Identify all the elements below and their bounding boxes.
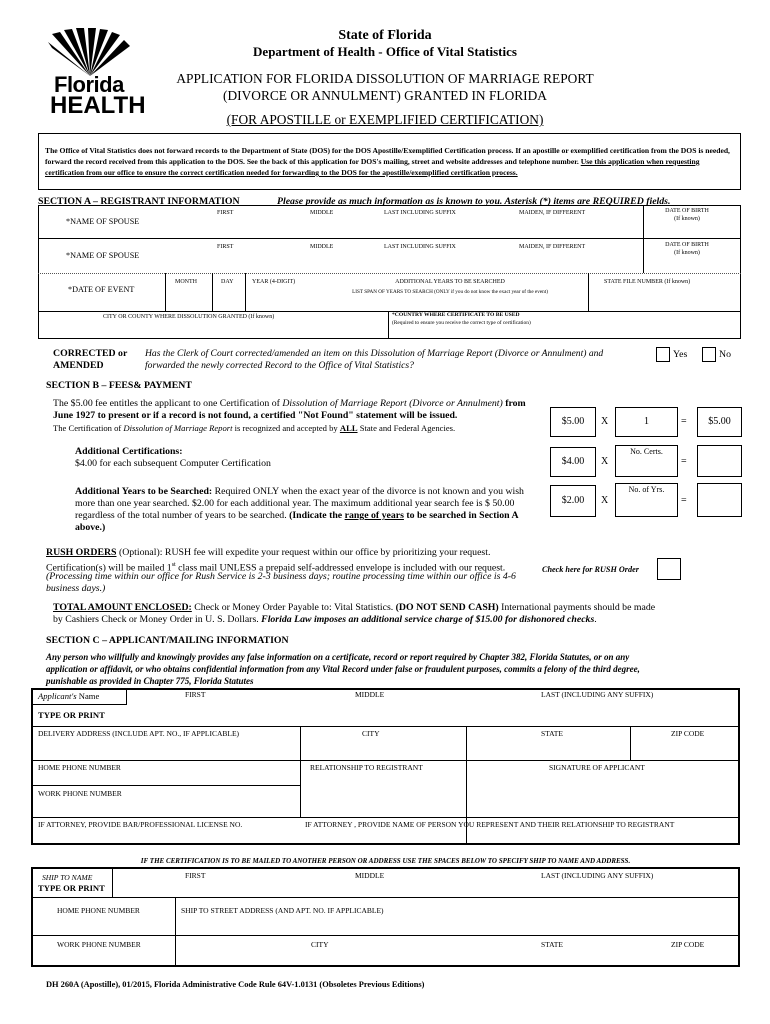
attorney-license: IF ATTORNEY, PROVIDE BAR/PROFESSIONAL LICENSE NO. [38, 820, 243, 829]
fee-line3-a: The Certification of [53, 423, 124, 433]
notice-part1: The Office of Vital Statistics does not forward records to the Department of State (DOS) for the DOS Apostille/Exemplified Certification process. If an apostille or exemplified certification from the DOS is needed, forward the record received from this application to the DOS. See the back of this application for DOS's mailing, street and website addresses and telephone number. [45, 146, 730, 166]
corrected-label1: CORRECTED or [53, 348, 128, 359]
spouse2-dob-known: (If known) [674, 250, 700, 256]
spouse1-last: LAST INCLUDING SUFFIX [384, 210, 456, 216]
add-years-l3b: (Indicate the [289, 510, 345, 521]
ship-table [31, 867, 740, 967]
delivery-address: DELIVERY ADDRESS (INCLUDE APT. NO., IF APPLICABLE) [38, 729, 240, 738]
event-year: YEAR (4-DIGIT) [252, 279, 296, 285]
no-certs-label: No. Certs. [630, 447, 663, 456]
rush-line3: (Processing time within our office for Rush Service is 2-3 business days; routine processing time within our office is 4-6 [46, 571, 516, 582]
add-years-title: Additional Years to be Searched: [75, 486, 213, 497]
applicant-zip: ZIP CODE [671, 729, 705, 738]
add-years-line2: more than one year searched. $2.00 for each additional year. The maximum additional year search fee is $ 50.00 [75, 498, 515, 509]
spouse2-middle: MIDDLE [310, 244, 334, 250]
rush-order-checkbox[interactable] [657, 558, 681, 580]
fee-line2-b: or if a record is not found, a certified "Not Found" statement will be issued. [139, 410, 458, 421]
total-l2a: by Cashiers Check or Money Order in U. S. Dollars. [53, 614, 262, 625]
total2-box[interactable] [697, 445, 742, 477]
spouse2-label: *NAME OF SPOUSE [66, 251, 140, 260]
notice-text [45, 145, 738, 178]
ship-zip: ZIP CODE [671, 940, 705, 949]
corrected-question1: Has the Clerk of Court corrected/amended an item on this Dissolution of Marriage Report (Divorce or Annulment) and [145, 348, 604, 359]
ship-state: STATE [541, 940, 563, 949]
spouse2-first: FIRST [217, 244, 234, 250]
page-title-line1: APPLICATION FOR FLORIDA DISSOLUTION OF MARRIAGE REPORT [176, 71, 594, 86]
add-years-l1: Required ONLY when the exact year of the divorce is not known and you wish [212, 486, 524, 497]
event-add-years-note: LIST SPAN OF YEARS TO SEARCH (ONLY if you do not know the exact year of the event) [352, 289, 548, 295]
total-line2 [53, 614, 597, 626]
rush-line1 [46, 547, 490, 559]
spouse1-label: *NAME OF SPOUSE [66, 217, 140, 226]
page-title-line2: (DIVORCE OR ANNULMENT) GRANTED IN FLORIDA [223, 88, 547, 103]
fee3-eq: = [681, 495, 687, 506]
rush-check-label: Check here for RUSH Order [542, 565, 639, 574]
total-l2c: . [594, 614, 597, 625]
add-years-line1 [75, 486, 524, 498]
warning-line3: punishable as provided in Chapter 775, Florida Statutes [46, 676, 254, 686]
notice-part2: Use this application when requesting certification from our office to ensure the correct certification needed for forwarding to the DOS for the apostille/exemplified certification process. [45, 157, 700, 177]
fee-line1-c: from [502, 398, 526, 409]
fee1-value: $5.00 [561, 416, 585, 427]
fee-line2 [53, 410, 457, 422]
fee3-x: X [601, 495, 609, 506]
country-note: (Required to ensure you receive the correct type of certification) [392, 320, 531, 326]
fee-line1-b: Dissolution of Marriage Report (Divorce or Annulment) [282, 398, 503, 409]
add-years-l3d: to be searched in Section A [403, 510, 519, 521]
home-phone: HOME PHONE NUMBER [38, 763, 121, 772]
total-l2b: Florida Law imposes an additional service charge of $15.00 for dishonored checks [261, 614, 595, 625]
total-title: TOTAL AMOUNT ENCLOSED: [53, 602, 192, 613]
total-l1a: Check or Money Order Payable to: Vital Statistics. [191, 602, 396, 613]
page-title-line3: (FOR APOSTILLE or EXEMPLIFIED CERTIFICATION) [226, 112, 544, 127]
fee-line3-c: is recognized and accepted by [232, 423, 340, 433]
header-state: State of Florida [338, 28, 432, 43]
rush-l1: (Optional): RUSH fee will expedite your request within our office by prioritizing your request. [116, 547, 491, 558]
fee-line1 [53, 398, 553, 410]
sunburst-icon [46, 28, 134, 78]
add-years-l3a: regardless of the total number of years to be searched. [75, 510, 290, 521]
rush-line4: business days.) [46, 583, 106, 594]
fee-line2-a: June 1927 to present [53, 410, 140, 421]
total1-value: $5.00 [708, 416, 731, 427]
applicant-city: CITY [362, 729, 380, 738]
ship-street: SHIP TO STREET ADDRESS (AND APT. NO. IF APPLICABLE) [181, 906, 384, 915]
ship-type-print: TYPE OR PRINT [38, 883, 105, 893]
rush-l2b: class mail UNLESS a prepaid self-addressed envelope is included with our request. [175, 562, 506, 574]
applicant-name-label [38, 691, 99, 701]
ship-home-phone: HOME PHONE NUMBER [57, 906, 140, 915]
fee2-value: $4.00 [561, 456, 585, 467]
work-phone: WORK PHONE NUMBER [38, 789, 122, 798]
logo-text-florida: Florida [54, 72, 124, 97]
header-dept: Department of Health - Office of Vital Statistics [253, 44, 517, 59]
florida-health-logo [46, 28, 146, 120]
total3-box[interactable] [697, 483, 742, 517]
total-l1b: (DO NOT SEND CASH) [395, 602, 499, 613]
applicant-last: LAST (INCLUDING ANY SUFFIX) [541, 690, 654, 699]
fee2-x: X [601, 456, 609, 467]
section-a-title: SECTION A – REGISTRANT INFORMATION [38, 196, 240, 207]
qty1-value: 1 [644, 416, 649, 427]
ship-city: CITY [311, 940, 329, 949]
corrected-no-label: No [719, 349, 731, 360]
signature: SIGNATURE OF APPLICANT [549, 763, 645, 772]
fee1-x: X [601, 416, 609, 427]
rush-title: RUSH ORDERS [46, 547, 117, 558]
spouse2-maiden: MAIDEN, IF DIFFERENT [519, 244, 586, 250]
warning-line1: Any person who willfully and knowingly provides any false information on a certificate, record or report required by Chapter 382, Florida Statutes, or on any [46, 652, 630, 662]
applicant-name-word: Applicant's [38, 691, 77, 701]
rush-sup: st [171, 562, 176, 568]
section-a-note: Please provide as much information as is known to you. Asterisk (*) items are REQUIRED fields. [277, 196, 671, 207]
ship-last: LAST (INCLUDING ANY SUFFIX) [541, 871, 654, 880]
state-file-number: STATE FILE NUMBER (If known) [604, 279, 691, 285]
event-add-years: ADDITIONAL YEARS TO BE SEARCHED [395, 279, 505, 285]
applicant-name-name: Name [78, 691, 100, 701]
corrected-yes-checkbox[interactable] [656, 347, 670, 362]
spouse1-maiden: MAIDEN, IF DIFFERENT [519, 210, 586, 216]
event-day: DAY [221, 279, 234, 285]
ship-first: FIRST [185, 871, 206, 880]
event-label: *DATE OF EVENT [68, 285, 135, 294]
fee-line3-b: Dissolution of Marriage Report [123, 423, 233, 433]
fee-line1-a: The $5.00 fee entitles the applicant to one Certification of [53, 398, 283, 409]
no-yrs-label: No. of Yrs. [628, 485, 665, 494]
logo-text-health: HEALTH [50, 92, 146, 119]
fee-line3-d: ALL [339, 423, 358, 433]
corrected-label2: AMENDED [53, 360, 104, 371]
applicant-middle: MIDDLE [355, 690, 385, 699]
spouse1-dob-known: (If known) [674, 216, 700, 222]
warning-line2: application or affidavit, or who obtains confidential information from any Vital Record under false or fraudulent purposes, commits a felony of the third degree, [46, 664, 640, 674]
city-county-label: CITY OR COUNTY WHERE DISSOLUTION GRANTED (If known) [103, 314, 275, 320]
section-c-title: SECTION C – APPLICANT/MAILING INFORMATION [46, 635, 289, 646]
total-l1c: International payments should be made [498, 602, 656, 613]
spouse1-dob: DATE OF BIRTH [665, 208, 709, 214]
section-b-title: SECTION B – FEES& PAYMENT [46, 380, 192, 391]
spouse2-dob: DATE OF BIRTH [665, 242, 709, 248]
ship-note: IF THE CERTIFICATION IS TO BE MAILED TO ANOTHER PERSON OR ADDRESS USE THE SPACES BELOW TO SPECIFY SHIP TO NAME AND ADDRESS. [140, 857, 631, 865]
corrected-no-checkbox[interactable] [702, 347, 716, 362]
fee-line3-e: State and Federal Agencies. [357, 423, 456, 433]
fee2-eq: = [681, 456, 687, 467]
event-month: MONTH [175, 279, 197, 285]
ship-to-name: SHIP TO NAME [42, 873, 93, 882]
corrected-question2: forwarded the newly corrected Record to the Office of Vital Statistics? [145, 360, 414, 371]
applicant-first: FIRST [185, 690, 206, 699]
footer-form-id: DH 260A (Apostille), 01/2015, Florida Administrative Code Rule 64V-1.0131 (Obsoletes Previous Editions) [46, 980, 425, 989]
applicant-state: STATE [541, 729, 563, 738]
add-years-line3 [75, 510, 519, 522]
add-years-l3c: range of years [344, 510, 404, 521]
fee3-value: $2.00 [561, 495, 585, 506]
ship-work-phone: WORK PHONE NUMBER [57, 940, 141, 949]
type-print-label: TYPE OR PRINT [38, 710, 105, 720]
rush-l2a: Certification(s) will be mailed 1 [46, 562, 172, 574]
attorney-represent: IF ATTORNEY , PROVIDE NAME OF PERSON YOU REPRESENT AND THEIR RELATIONSHIP TO REGISTRANT [305, 820, 675, 829]
add-cert-title: Additional Certifications: [75, 446, 183, 457]
total-line1 [53, 602, 655, 614]
spouse1-first: FIRST [217, 210, 234, 216]
add-years-line4: above.) [75, 522, 106, 533]
relationship: RELATIONSHIP TO REGISTRANT [310, 763, 423, 772]
spouse2-last: LAST INCLUDING SUFFIX [384, 244, 456, 250]
corrected-yes-label: Yes [673, 349, 688, 360]
country-label: *COUNTRY WHERE CERTIFICATE TO BE USED [392, 312, 520, 318]
ship-middle: MIDDLE [355, 871, 385, 880]
fee-line3 [53, 423, 455, 433]
fee1-eq: = [681, 416, 687, 427]
add-cert-text: $4.00 for each subsequent Computer Certification [75, 458, 271, 469]
spouse1-middle: MIDDLE [310, 210, 334, 216]
